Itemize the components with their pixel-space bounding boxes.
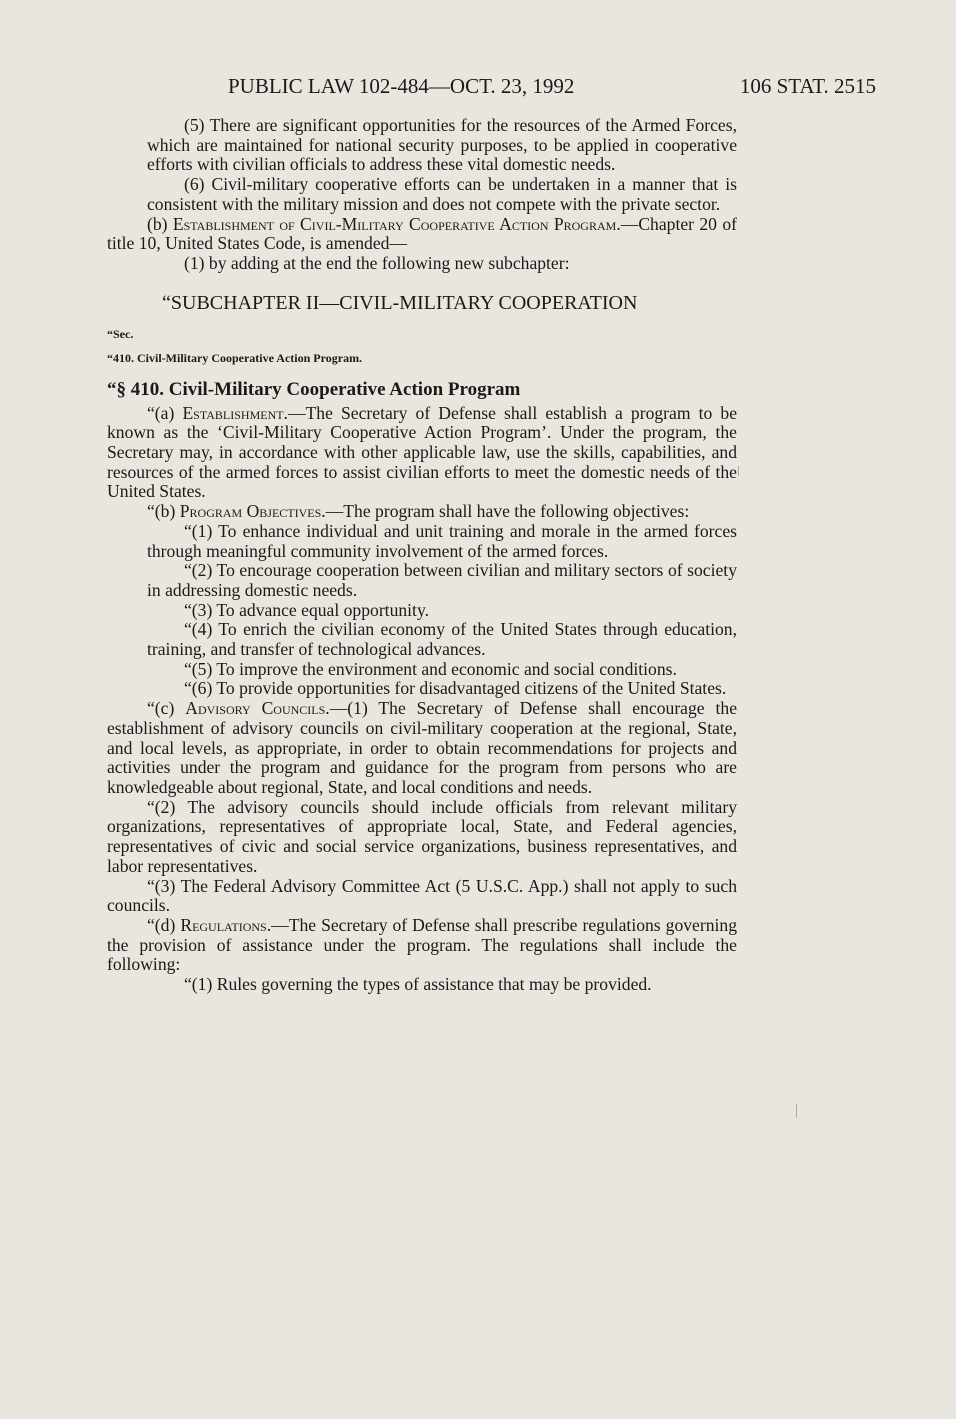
subsection-c-text: —(1) The Secretary of Defense shall encourage the establishment of advisory councils on civil-military cooperation at the regional, State, and local levels, as appropriate, in order to obtain recommendations for projects and activities under the program and guidance for the program from persons who are knowledgeable about regional, State, and local conditions and needs. [107,698,738,797]
objective-5: “(5) To improve the environment and economic and social conditions. [184,658,677,679]
margin-mark [738,466,739,476]
margin-mark [796,1104,797,1118]
subsection-b-heading: Establishment of Civil-Military Cooperative Action Program. [172,213,621,234]
subsection-c-heading: Advisory Councils. [185,698,330,719]
paragraph-subsection-b-objectives [107,502,737,522]
objectives-text: —The program shall have the following objectives: [325,501,690,522]
paragraph-councils-3: “(3) The Federal Advisory Committee Act (5 U.S.C. App.) shall not apply to such councils. [107,875,737,916]
document-body [107,116,737,995]
paragraph-amendment-1: (1) by adding at the end the following new subchapter: [184,252,570,273]
subsection-a-text: —The Secretary of Defense shall establish a program to be known as the ‘Civil-Military Cooperative Action Program’. Under the program, the Secretary may, in accordance with other applicable law, use the skills, capabilities, and resources of the armed forces to assist civilian efforts to meet the domestic needs of the United States. [107,402,738,502]
objective-6: “(6) To provide opportunities for disadvantaged citizens of the United States. [184,678,727,699]
objective-2: “(2) To encourage cooperation between civilian and military sectors of society in addressing domestic needs. [147,560,737,600]
objectives-heading: Program Objectives. [179,501,326,522]
toc-sec-label: “Sec. [107,326,134,341]
objective-3: “(3) To advance equal opportunity. [184,599,429,620]
paragraph-finding-5: (5) There are significant opportunities for the resources of the Armed Forces, which are maintained for national security purposes, to be applied in cooperative efforts with civilian officials to address these vital domestic needs. [147,115,737,175]
header-stat-citation: 106 STAT. 2515 [739,74,876,98]
paragraph-subsection-c [107,699,737,798]
paragraph-councils-2: “(2) The advisory councils should include officials from relevant military organizations, representatives of appropriate local, State, and Federal agencies, representatives of civic and social service organizations, business representatives, and labor representatives. [107,796,737,876]
paragraph-subsection-a [107,404,737,503]
subsection-c-label: “(c) [147,698,186,719]
subsection-a-label: “(a) [147,402,183,423]
paragraph-subsection-b [107,215,737,254]
objective-4: “(4) To enrich the civilian economy of the United States through education, training, and transfer of technological advances. [147,619,737,660]
objectives-label: “(b) [147,501,180,522]
subsection-d-label: “(d) [147,914,181,935]
section-title: “§ 410. Civil-Military Cooperative Action Program [107,378,521,400]
subsection-a-heading: Establishment. [182,402,288,423]
subsection-d-text: —The Secretary of Defense shall prescribe regulations governing the provision of assistance under the program. The regulations shall include the following: [107,914,737,975]
regulation-rule-1: “(1) Rules governing the types of assistance that may be provided. [184,974,652,995]
paragraph-subsection-d [107,916,737,975]
header-title: PUBLIC LAW 102-484—OCT. 23, 1992 [228,74,575,98]
subsection-d-heading: Regulations. [180,914,272,935]
objective-1: “(1) To enhance individual and unit training and morale in the armed forces through meaningful community involvement of the armed forces. [147,520,737,561]
subchapter-heading: “SUBCHAPTER II—CIVIL-MILITARY COOPERATION [162,291,638,314]
subsection-b-text: —Chapter 20 of title 10, United States Code, is amended— [107,213,737,254]
subsection-b-label: (b) [147,213,173,234]
toc-entry: “410. Civil-Military Cooperative Action Program. [107,350,363,365]
running-header [228,74,876,102]
paragraph-finding-6: (6) Civil-military cooperative efforts can be undertaken in a manner that is consistent with the military mission and does not compete with the private sector. [147,174,737,214]
